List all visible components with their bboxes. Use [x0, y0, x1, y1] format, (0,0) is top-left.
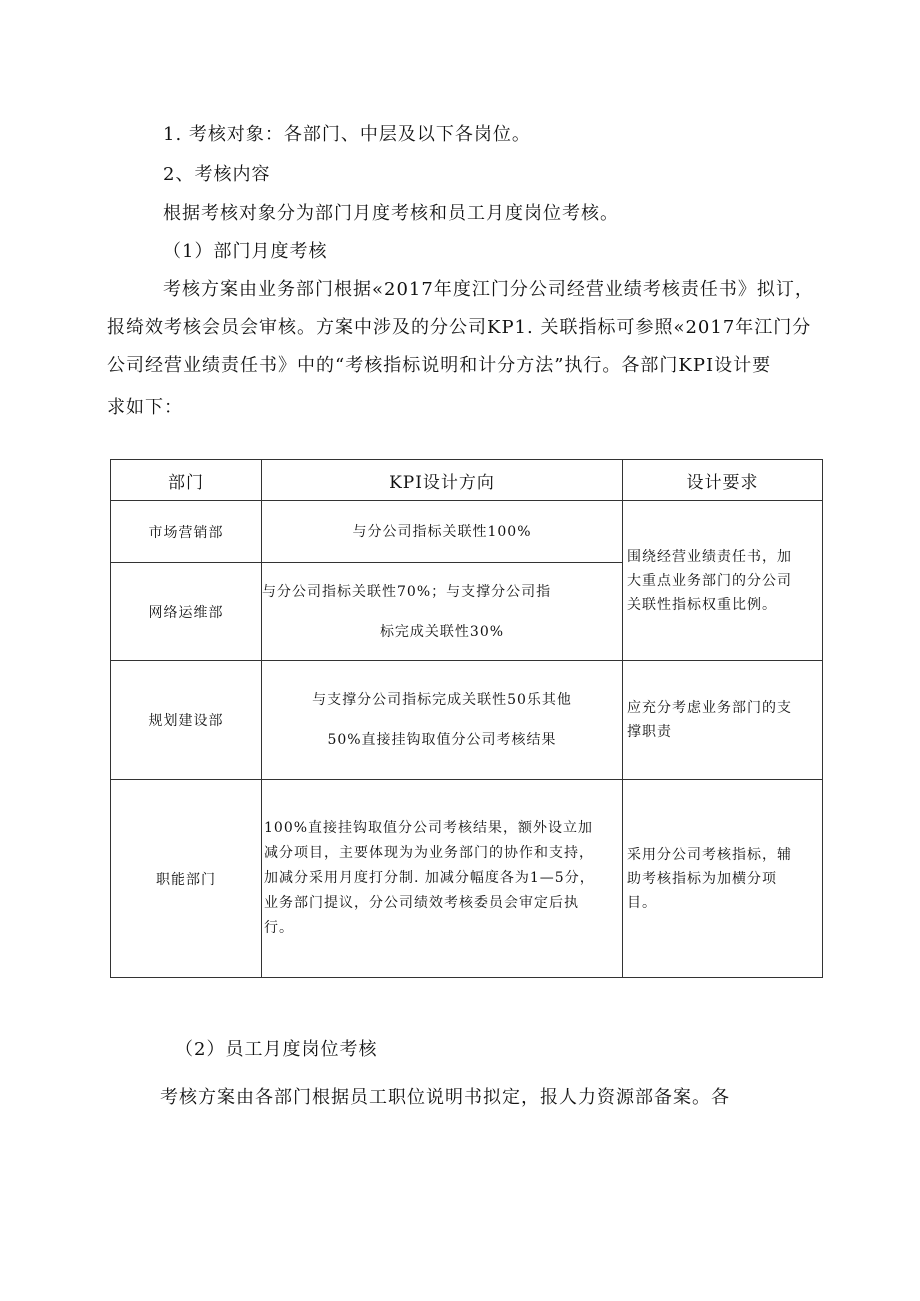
header-dept: 部门 [111, 460, 262, 501]
paragraph-line: 考核方案由业务部门根据«2017年度江门分公司经营业绩考核责任书》拟订， [163, 279, 814, 300]
paragraph-line: 公司经营业绩责任书》中的“考核指标说明和计分方法”执行。各部门KPI设计要 [107, 355, 772, 376]
kpi-line: 100%直接挂钩取值分公司考核结果，额外设立加 [264, 820, 594, 836]
kpi-line: 减分项目，主要体现为为业务部门的协作和支持， [264, 845, 594, 861]
dept-cell: 规划建设部 [111, 661, 262, 780]
kpi-line: 加减分采用月度打分制. 加减分幅度各为1—5分， [264, 870, 595, 886]
table-row [111, 780, 823, 978]
req-line: 关联性指标权重比例。 [627, 596, 777, 613]
dept-cell: 市场营销部 [111, 501, 262, 563]
kpi-cell [262, 780, 623, 978]
requirement-cell [623, 501, 823, 661]
heading-staff-monthly: （2）员工月度岗位考核 [175, 1039, 378, 1060]
paragraph-staff: 考核方案由各部门根据员工职位说明书拟定，报人力资源部备案。各 [160, 1087, 730, 1108]
dept-cell: 网络运维部 [111, 563, 262, 661]
req-line: 应充分考虑业务部门的支 [627, 700, 792, 716]
kpi-line: 与分公司指标关联性70%；与支撑分公司指 [262, 583, 552, 600]
kpi-line: 标完成关联性30% [379, 623, 505, 640]
kpi-cell [262, 661, 623, 780]
paragraph-line: 求如下： [107, 397, 183, 418]
header-kpi: KPI设计方向 [262, 460, 623, 501]
requirement-cell [623, 661, 823, 780]
kpi-line: 业务部门提议，分公司绩效考核委员会审定后执 [264, 895, 579, 911]
req-line: 大重点业务部门的分公司 [627, 572, 792, 589]
kpi-line: 与分公司指标关联性100% [352, 523, 532, 540]
req-line: 撑职责 [627, 724, 672, 740]
dept-cell: 职能部门 [111, 780, 262, 978]
req-line: 围绕经营业绩责任书，加 [627, 548, 792, 565]
table-row [111, 661, 823, 780]
req-line: 助考核指标为加横分项 [627, 870, 777, 887]
paragraph-scope: 1. 考核对象：各部门、中层及以下各岗位。 [163, 124, 531, 145]
heading-content: 2、考核内容 [163, 164, 271, 185]
kpi-cell [262, 563, 623, 661]
header-requirement: 设计要求 [623, 460, 823, 501]
requirement-cell [623, 780, 823, 978]
req-line: 采用分公司考核指标，辅 [627, 846, 792, 863]
kpi-line: 与支撑分公司指标完成关联性50乐其他 [312, 692, 572, 708]
paragraph-line: 报绮效考核会员会审核。方案中涉及的分公司KP1. 关联指标可参照«2017年江门分 [107, 317, 812, 338]
table-row [111, 501, 823, 563]
kpi-line: 行。 [264, 920, 294, 936]
req-line: 目。 [627, 894, 657, 911]
heading-dept-monthly: （1）部门月度考核 [163, 241, 328, 262]
table-header-row [111, 460, 823, 501]
kpi-line: 50%直接挂钩取值分公司考核结果 [327, 732, 557, 748]
kpi-cell [262, 501, 623, 563]
kpi-table [110, 459, 823, 978]
paragraph-intro: 根据考核对象分为部门月度考核和员工月度岗位考核。 [163, 203, 619, 224]
